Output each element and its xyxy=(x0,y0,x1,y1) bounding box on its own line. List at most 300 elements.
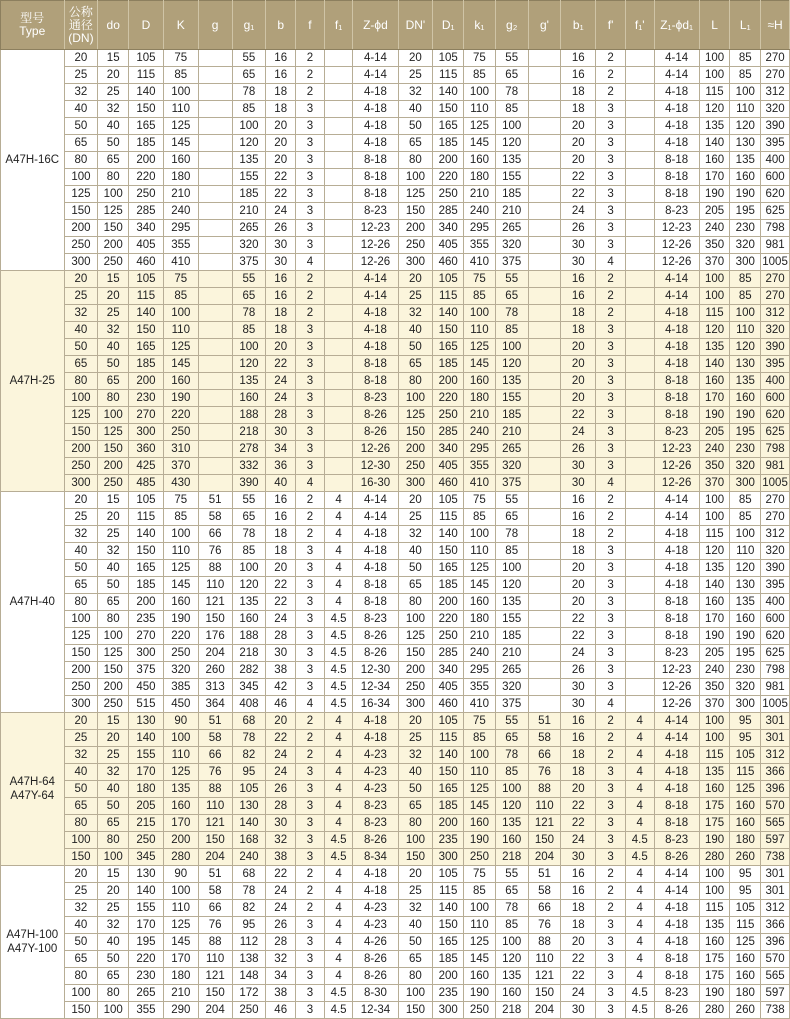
header-col: DN' xyxy=(398,1,433,50)
table-cell: 270 xyxy=(761,50,790,67)
table-cell xyxy=(625,679,654,696)
table-cell: 200 xyxy=(64,441,98,458)
table-cell: 8-23 xyxy=(654,832,699,849)
table-cell: 15 xyxy=(98,866,129,883)
type-label: A47Y-100 xyxy=(7,943,58,955)
table-cell: 4 xyxy=(625,968,654,985)
table-cell xyxy=(198,475,232,492)
table-cell: 85 xyxy=(495,543,528,560)
table-cell: 76 xyxy=(198,917,232,934)
table-cell: 2 xyxy=(296,305,325,322)
table-cell: 20 xyxy=(561,373,596,390)
table-cell: 3 xyxy=(296,798,325,815)
table-cell: 20 xyxy=(561,152,596,169)
table-cell: 22 xyxy=(266,356,296,373)
table-cell: 4-18 xyxy=(654,118,699,135)
table-cell: 65 xyxy=(64,577,98,594)
table-cell: 4-18 xyxy=(353,526,398,543)
table-cell: 4-14 xyxy=(353,288,398,305)
table-cell: 485 xyxy=(129,475,164,492)
table-cell: 145 xyxy=(163,577,198,594)
table-cell xyxy=(198,50,232,67)
table-cell: 16 xyxy=(561,67,596,84)
table-cell: 2 xyxy=(596,883,626,900)
table-cell: 4-18 xyxy=(654,747,699,764)
table-cell xyxy=(528,696,561,713)
table-cell: 30 xyxy=(561,696,596,713)
table-cell: 51 xyxy=(198,713,232,730)
table-cell: 210 xyxy=(232,203,266,220)
table-cell: 175 xyxy=(699,815,730,832)
table-cell: 16 xyxy=(561,866,596,883)
table-cell: 88 xyxy=(198,560,232,577)
table-cell: 20 xyxy=(561,118,596,135)
table-cell xyxy=(625,475,654,492)
table-cell: 15 xyxy=(98,713,129,730)
table-cell: 110 xyxy=(464,322,496,339)
table-header xyxy=(1,1,790,50)
table-cell: 85 xyxy=(495,764,528,781)
table-cell: 265 xyxy=(495,441,528,458)
table-cell xyxy=(625,152,654,169)
table-cell: 172 xyxy=(232,985,266,1002)
table-cell: 312 xyxy=(761,305,790,322)
table-cell: 135 xyxy=(495,152,528,169)
table-cell: 58 xyxy=(198,730,232,747)
table-cell: 32 xyxy=(64,900,98,917)
table-cell: 170 xyxy=(163,951,198,968)
table-cell: 20 xyxy=(266,560,296,577)
table-cell: 8-18 xyxy=(654,968,699,985)
table-cell: 170 xyxy=(699,390,730,407)
table-cell: 250 xyxy=(129,186,164,203)
table-cell: 55 xyxy=(232,492,266,509)
table-cell: 100 xyxy=(98,407,129,424)
table-cell: 80 xyxy=(98,832,129,849)
table-cell: 25 xyxy=(98,900,129,917)
table-cell: 8-18 xyxy=(654,186,699,203)
table-cell: 110 xyxy=(730,543,761,560)
table-cell: 8-23 xyxy=(654,203,699,220)
table-cell: 190 xyxy=(730,186,761,203)
table-cell: 4-14 xyxy=(353,271,398,288)
table-cell: 390 xyxy=(232,475,266,492)
table-cell: 4 xyxy=(625,883,654,900)
table-cell xyxy=(625,186,654,203)
table-cell: 125 xyxy=(464,118,496,135)
table-cell: 312 xyxy=(761,747,790,764)
table-cell: 65 xyxy=(398,577,433,594)
table-cell xyxy=(625,577,654,594)
table-cell: 85 xyxy=(163,509,198,526)
table-cell: 597 xyxy=(761,985,790,1002)
table-cell: 80 xyxy=(98,169,129,186)
table-cell xyxy=(528,220,561,237)
table-cell: 32 xyxy=(398,84,433,101)
table-cell xyxy=(528,288,561,305)
table-cell: 3 xyxy=(296,407,325,424)
type-label: A47H-40 xyxy=(9,596,55,608)
table-cell: 95 xyxy=(730,883,761,900)
table-cell xyxy=(625,84,654,101)
table-cell: 160 xyxy=(699,373,730,390)
table-cell: 12-23 xyxy=(353,220,398,237)
table-cell: 3 xyxy=(296,560,325,577)
table-cell: 115 xyxy=(129,509,164,526)
table-cell: 120 xyxy=(730,118,761,135)
table-cell: 100 xyxy=(232,118,266,135)
table-cell: 190 xyxy=(730,628,761,645)
table-cell: 110 xyxy=(464,101,496,118)
table-cell: 32 xyxy=(64,747,98,764)
table-cell: 170 xyxy=(699,611,730,628)
table-cell: 165 xyxy=(433,934,464,951)
table-cell: 50 xyxy=(398,934,433,951)
table-cell: 16 xyxy=(561,492,596,509)
header-col: g₂ xyxy=(495,1,528,50)
table-cell: 4-14 xyxy=(654,866,699,883)
table-cell: 20 xyxy=(98,883,129,900)
table-cell: 285 xyxy=(433,645,464,662)
table-cell xyxy=(324,475,353,492)
table-cell: 16 xyxy=(561,271,596,288)
table-cell: 285 xyxy=(433,203,464,220)
table-cell: 195 xyxy=(730,203,761,220)
table-cell: 270 xyxy=(761,271,790,288)
table-cell: 185 xyxy=(433,577,464,594)
table-cell: 95 xyxy=(730,730,761,747)
table-cell: 20 xyxy=(266,713,296,730)
table-cell: 120 xyxy=(699,543,730,560)
table-cell: 8-18 xyxy=(654,594,699,611)
table-cell: 235 xyxy=(129,611,164,628)
table-cell: 200 xyxy=(433,594,464,611)
table-cell: 981 xyxy=(761,679,790,696)
table-cell: 320 xyxy=(761,322,790,339)
table-cell: 210 xyxy=(163,186,198,203)
table-cell: 25 xyxy=(64,67,98,84)
table-cell: 4 xyxy=(324,764,353,781)
table-cell: 270 xyxy=(129,407,164,424)
table-cell: 34 xyxy=(266,968,296,985)
table-cell: 4 xyxy=(324,917,353,934)
header-col: Z₁-ϕd₁ xyxy=(654,1,699,50)
table-cell: 4-18 xyxy=(353,84,398,101)
table-cell: 190 xyxy=(163,611,198,628)
table-cell: 200 xyxy=(129,373,164,390)
table-cell: 2 xyxy=(296,492,325,509)
table-cell: 295 xyxy=(464,662,496,679)
table-cell: 140 xyxy=(699,356,730,373)
table-cell: 75 xyxy=(464,713,496,730)
table-cell: 75 xyxy=(464,271,496,288)
table-row xyxy=(1,492,790,509)
table-cell: 278 xyxy=(232,441,266,458)
table-cell: 18 xyxy=(266,543,296,560)
table-row xyxy=(1,543,790,560)
table-cell: 4 xyxy=(625,866,654,883)
table-cell: 3 xyxy=(596,101,626,118)
table-cell: 4 xyxy=(625,713,654,730)
table-cell: 145 xyxy=(464,577,496,594)
table-cell: 110 xyxy=(464,917,496,934)
table-cell: 85 xyxy=(495,322,528,339)
table-cell: 150 xyxy=(64,645,98,662)
table-cell: 100 xyxy=(232,560,266,577)
table-cell: 140 xyxy=(433,526,464,543)
table-row xyxy=(1,815,790,832)
table-cell: 18 xyxy=(561,747,596,764)
table-cell: 310 xyxy=(163,441,198,458)
table-cell: 320 xyxy=(761,101,790,118)
table-cell: 300 xyxy=(129,645,164,662)
header-col: f₁' xyxy=(625,1,654,50)
table-cell: 370 xyxy=(699,696,730,713)
table-cell xyxy=(324,390,353,407)
table-cell: 4-23 xyxy=(353,781,398,798)
table-cell: 20 xyxy=(561,934,596,951)
table-cell: 20 xyxy=(98,288,129,305)
table-cell: 100 xyxy=(98,1002,129,1019)
table-cell: 180 xyxy=(730,985,761,1002)
table-cell: 200 xyxy=(163,832,198,849)
table-cell: 3 xyxy=(596,662,626,679)
table-cell: 4-18 xyxy=(654,577,699,594)
table-cell: 100 xyxy=(699,713,730,730)
table-cell: 24 xyxy=(561,832,596,849)
table-row xyxy=(1,186,790,203)
table-cell xyxy=(324,441,353,458)
table-cell: 200 xyxy=(433,373,464,390)
table-cell xyxy=(528,118,561,135)
table-cell xyxy=(198,288,232,305)
table-cell: 8-18 xyxy=(654,373,699,390)
table-cell: 32 xyxy=(98,543,129,560)
table-cell: 240 xyxy=(699,662,730,679)
table-cell: 65 xyxy=(495,509,528,526)
table-cell: 110 xyxy=(464,543,496,560)
table-cell: 4-14 xyxy=(353,67,398,84)
table-cell: 4 xyxy=(625,781,654,798)
table-cell: 204 xyxy=(528,1002,561,1019)
table-cell: 140 xyxy=(433,305,464,322)
table-cell: 115 xyxy=(129,67,164,84)
table-cell: 145 xyxy=(163,356,198,373)
header-dn xyxy=(64,1,98,50)
table-cell: 100 xyxy=(699,883,730,900)
table-cell: 160 xyxy=(163,594,198,611)
table-cell: 78 xyxy=(495,84,528,101)
table-cell: 30 xyxy=(266,815,296,832)
table-cell: 4-18 xyxy=(654,339,699,356)
table-cell: 24 xyxy=(266,611,296,628)
table-cell: 105 xyxy=(433,271,464,288)
table-cell: 3 xyxy=(296,152,325,169)
table-cell: 366 xyxy=(761,764,790,781)
table-cell: 55 xyxy=(495,492,528,509)
table-cell: 3 xyxy=(296,356,325,373)
table-cell: 165 xyxy=(129,118,164,135)
table-cell: 18 xyxy=(561,543,596,560)
table-cell: 4-18 xyxy=(353,339,398,356)
table-cell: 8-18 xyxy=(654,611,699,628)
table-cell: 185 xyxy=(129,135,164,152)
table-cell: 8-26 xyxy=(353,951,398,968)
table-cell: 100 xyxy=(495,781,528,798)
table-cell: 55 xyxy=(495,50,528,67)
table-cell: 25 xyxy=(398,883,433,900)
table-cell: 20 xyxy=(266,135,296,152)
table-cell: 100 xyxy=(699,288,730,305)
table-cell: 3 xyxy=(296,917,325,934)
table-cell: 2 xyxy=(596,50,626,67)
table-cell xyxy=(528,373,561,390)
table-cell: 125 xyxy=(64,186,98,203)
table-cell: 200 xyxy=(98,237,129,254)
table-cell: 75 xyxy=(464,866,496,883)
table-cell: 1005 xyxy=(761,254,790,271)
table-cell: 366 xyxy=(761,917,790,934)
table-cell: 3 xyxy=(596,934,626,951)
table-cell: 12-26 xyxy=(654,254,699,271)
table-cell: 26 xyxy=(266,220,296,237)
table-cell: 65 xyxy=(495,288,528,305)
table-cell: 220 xyxy=(433,169,464,186)
table-cell: 24 xyxy=(266,203,296,220)
header-col: g₁ xyxy=(232,1,266,50)
table-cell: 135 xyxy=(699,118,730,135)
table-cell: 26 xyxy=(561,662,596,679)
table-cell: 40 xyxy=(398,917,433,934)
table-cell: 55 xyxy=(495,866,528,883)
table-row xyxy=(1,696,790,713)
table-cell: 20 xyxy=(398,866,433,883)
table-cell: 40 xyxy=(398,101,433,118)
table-cell: 4.5 xyxy=(324,628,353,645)
table-cell: 65 xyxy=(98,594,129,611)
table-cell: 125 xyxy=(398,186,433,203)
table-cell: 150 xyxy=(98,441,129,458)
table-cell: 8-26 xyxy=(353,407,398,424)
table-row xyxy=(1,730,790,747)
table-cell: 115 xyxy=(699,900,730,917)
table-cell: 85 xyxy=(730,271,761,288)
table-cell: 22 xyxy=(266,186,296,203)
table-cell: 625 xyxy=(761,645,790,662)
table-cell xyxy=(198,67,232,84)
table-cell: 4 xyxy=(324,866,353,883)
table-cell: 51 xyxy=(198,492,232,509)
table-row xyxy=(1,662,790,679)
table-cell: 4 xyxy=(324,594,353,611)
table-row xyxy=(1,968,790,985)
table-cell: 430 xyxy=(163,475,198,492)
table-row xyxy=(1,764,790,781)
table-cell: 80 xyxy=(64,594,98,611)
table-cell: 3 xyxy=(296,662,325,679)
table-cell: 205 xyxy=(699,424,730,441)
table-cell: 145 xyxy=(163,934,198,951)
table-cell: 22 xyxy=(266,866,296,883)
table-cell: 125 xyxy=(98,203,129,220)
table-cell: 40 xyxy=(98,339,129,356)
table-cell: 4 xyxy=(296,254,325,271)
table-cell: 260 xyxy=(730,849,761,866)
table-cell: 395 xyxy=(761,135,790,152)
table-cell: 175 xyxy=(699,951,730,968)
table-cell xyxy=(324,186,353,203)
table-cell xyxy=(324,67,353,84)
table-cell: 78 xyxy=(232,883,266,900)
table-cell: 100 xyxy=(495,339,528,356)
table-cell: 120 xyxy=(495,135,528,152)
table-cell: 300 xyxy=(730,475,761,492)
table-cell: 130 xyxy=(730,135,761,152)
table-cell: 200 xyxy=(64,662,98,679)
table-cell: 204 xyxy=(528,849,561,866)
table-cell: 408 xyxy=(232,696,266,713)
table-cell: 8-18 xyxy=(353,594,398,611)
table-cell: 160 xyxy=(464,968,496,985)
table-cell: 220 xyxy=(163,407,198,424)
table-cell: 265 xyxy=(495,220,528,237)
table-cell: 135 xyxy=(730,152,761,169)
table-cell: 112 xyxy=(232,934,266,951)
table-cell: 115 xyxy=(433,509,464,526)
table-cell: 65 xyxy=(232,288,266,305)
table-cell: 400 xyxy=(761,152,790,169)
table-cell: 396 xyxy=(761,934,790,951)
table-cell: 620 xyxy=(761,407,790,424)
table-cell xyxy=(198,135,232,152)
table-cell: 597 xyxy=(761,832,790,849)
table-cell: 40 xyxy=(398,764,433,781)
table-cell: 2 xyxy=(596,900,626,917)
table-cell xyxy=(324,220,353,237)
table-cell: 78 xyxy=(232,84,266,101)
table-cell: 165 xyxy=(129,560,164,577)
table-cell: 8-26 xyxy=(353,628,398,645)
table-cell: 355 xyxy=(129,1002,164,1019)
table-cell: 200 xyxy=(398,220,433,237)
table-cell: 12-34 xyxy=(353,1002,398,1019)
table-cell: 2 xyxy=(596,509,626,526)
table-cell: 150 xyxy=(64,424,98,441)
table-cell: 190 xyxy=(699,985,730,1002)
table-cell: 155 xyxy=(495,169,528,186)
table-cell: 125 xyxy=(398,407,433,424)
table-cell: 4.5 xyxy=(625,832,654,849)
table-row xyxy=(1,628,790,645)
table-cell: 150 xyxy=(433,764,464,781)
table-cell xyxy=(324,169,353,186)
table-cell: 135 xyxy=(495,815,528,832)
table-cell: 620 xyxy=(761,186,790,203)
table-cell: 8-18 xyxy=(353,577,398,594)
table-cell: 185 xyxy=(129,577,164,594)
table-cell: 20 xyxy=(561,135,596,152)
table-row xyxy=(1,1002,790,1019)
table-cell: 200 xyxy=(433,815,464,832)
table-cell: 105 xyxy=(433,866,464,883)
table-cell: 3 xyxy=(296,390,325,407)
table-cell xyxy=(625,594,654,611)
table-cell: 250 xyxy=(464,1002,496,1019)
table-cell: 4 xyxy=(324,968,353,985)
table-cell: 515 xyxy=(129,696,164,713)
table-cell: 40 xyxy=(398,543,433,560)
table-cell: 121 xyxy=(198,815,232,832)
